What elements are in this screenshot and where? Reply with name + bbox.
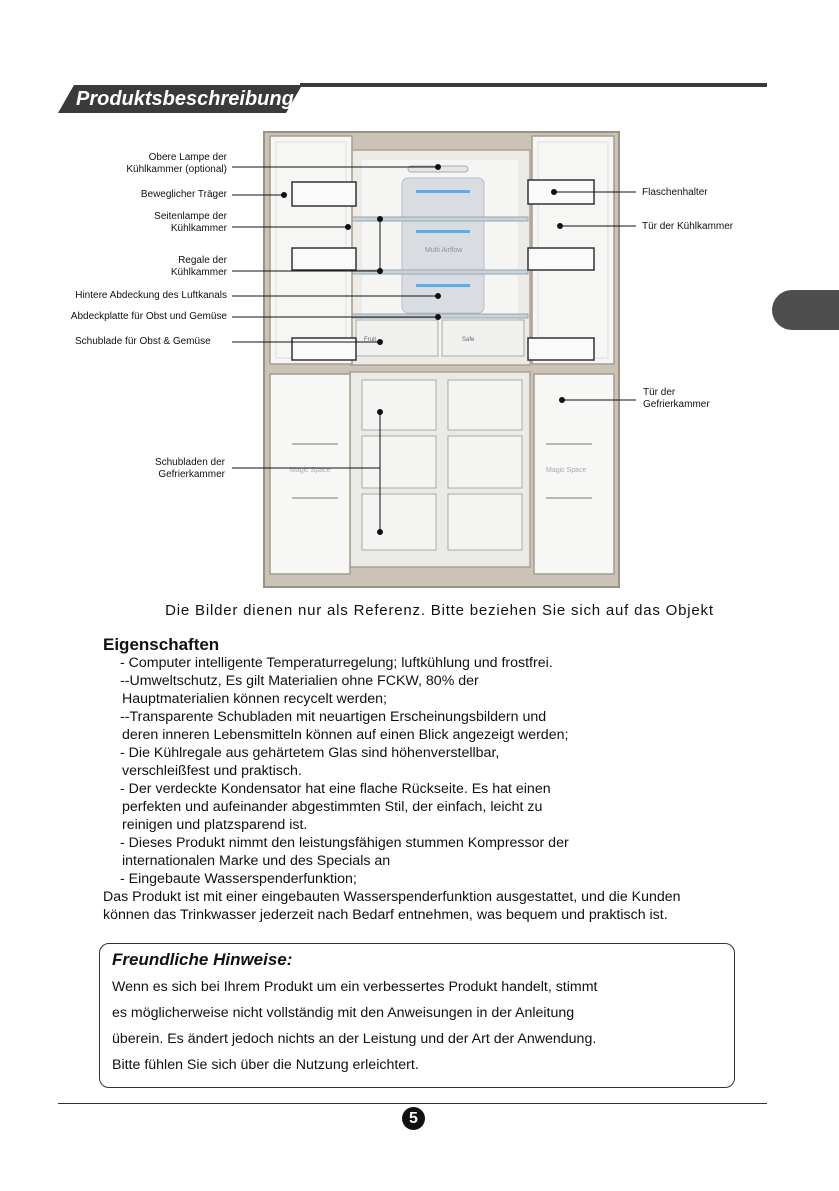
features-heading: Eigenschaften	[103, 635, 220, 654]
feature-line: - Die Kühlregale aus gehärtetem Glas sind höhenverstellbar,	[120, 745, 500, 761]
label-shelves: Regale der Kühlkammer	[170, 255, 227, 278]
feature-line: können das Trinkwasser jederzeit nach Bedarf entnehmen, was bequem und praktisch ist.	[103, 907, 668, 923]
freezer-door-left	[270, 374, 350, 574]
air-vent	[416, 190, 470, 193]
feature-line: verschleißfest und praktisch.	[122, 763, 302, 779]
feature-line: --Transparente Schubladen mit neuartigen Erscheinungsbildern und	[120, 709, 547, 725]
feature-line: internationalen Marke und des Specials an	[122, 853, 391, 869]
freezer-drawer	[448, 436, 522, 488]
magic-space-left: Magic Space	[290, 467, 331, 474]
feature-line: Das Produkt ist mit einer eingebauten Wasserspenderfunktion ausgestattet, und die Kunden	[103, 889, 681, 905]
bottle-holder	[528, 338, 594, 360]
image-caption: Die Bilder dienen nur als Referenz. Bitte beziehen Sie sich auf das Objekt	[165, 602, 714, 619]
freezer-drawer	[448, 380, 522, 430]
freezer-drawer	[448, 494, 522, 550]
hint-line: Wenn es sich bei Ihrem Produkt um ein verbessertes Produkt handelt, stimmt	[112, 979, 598, 995]
feature-line: - Computer intelligente Temperaturregelung; luftkühlung und frostfrei.	[120, 655, 553, 671]
air-vent	[416, 230, 470, 233]
label-freezer-door: Tür der Gefrierkammer	[643, 387, 710, 410]
freezer-drawer	[362, 380, 436, 430]
freezer-door-right	[534, 374, 614, 574]
crisper-drawer	[442, 320, 524, 356]
label-freezer-drawers: Schubladen der Gefrierkammer	[154, 457, 225, 480]
fruit-text: Fruit	[364, 337, 376, 343]
label-side-lamp: Seitenlampe der Kühlkammer	[154, 211, 227, 234]
feature-line: - Eingebaute Wasserspenderfunktion;	[120, 871, 357, 887]
air-vent	[416, 284, 470, 287]
magic-space-right: Magic Space	[546, 467, 587, 474]
hints-heading: Freundliche Hinweise:	[112, 950, 293, 969]
air-duct-cover	[402, 178, 484, 313]
hint-line: es möglicherweise nicht vollständig mit den Anweisungen in der Anleitung	[112, 1005, 575, 1021]
hint-line: überein. Es ändert jedoch nichts an der Leistung und der Art der Anwendung.	[112, 1031, 597, 1047]
bottle-holder	[528, 248, 594, 270]
multi-airflow-text: Multi Airflow	[425, 247, 463, 254]
feature-line: - Dieses Produkt nimmt den leistungsfähigen stummen Kompressor der	[120, 835, 569, 851]
door-bin	[292, 182, 356, 206]
label-top-lamp: Obere Lampe der Kühlkammer (optional)	[126, 152, 227, 175]
hint-line: Bitte fühlen Sie sich über die Nutzung erleichtert.	[112, 1057, 419, 1073]
label-crisper-cover: Abdeckplatte für Obst und Gemüse	[70, 311, 227, 322]
door-bin	[292, 248, 356, 270]
safe-text: Safe	[462, 337, 475, 343]
freezer-drawer	[362, 494, 436, 550]
feature-line: Hauptmaterialien können recycelt werden;	[122, 691, 387, 707]
page-number: 5	[402, 1107, 425, 1130]
feature-line: --Umweltschutz, Es gilt Materialien ohne FCKW, 80% der	[120, 673, 479, 689]
label-fridge-door: Tür der Kühlkammer	[642, 221, 734, 232]
freezer-drawer	[362, 436, 436, 488]
feature-line: perfekten und aufeinander abgestimmten Stil, der einfach, leicht zu	[122, 799, 543, 815]
page-title: Produktsbeschreibung	[76, 88, 294, 110]
label-bottle-holder: Flaschenhalter	[642, 187, 708, 198]
footer-rule	[58, 1103, 767, 1104]
door-bin	[292, 338, 356, 360]
feature-line: - Der verdeckte Kondensator hat eine flache Rückseite. Es hat einen	[120, 781, 551, 797]
feature-line: deren inneren Lebensmitteln können auf einen Blick angezeigt werden;	[122, 727, 569, 743]
label-crisper-drawer: Schublade für Obst & Gemüse	[75, 336, 211, 347]
label-movable-carrier: Beweglicher Träger	[140, 189, 227, 200]
feature-line: reinigen und platzsparend ist.	[122, 817, 308, 833]
label-air-duct-cover: Hintere Abdeckung des Luftkanals	[75, 290, 227, 301]
